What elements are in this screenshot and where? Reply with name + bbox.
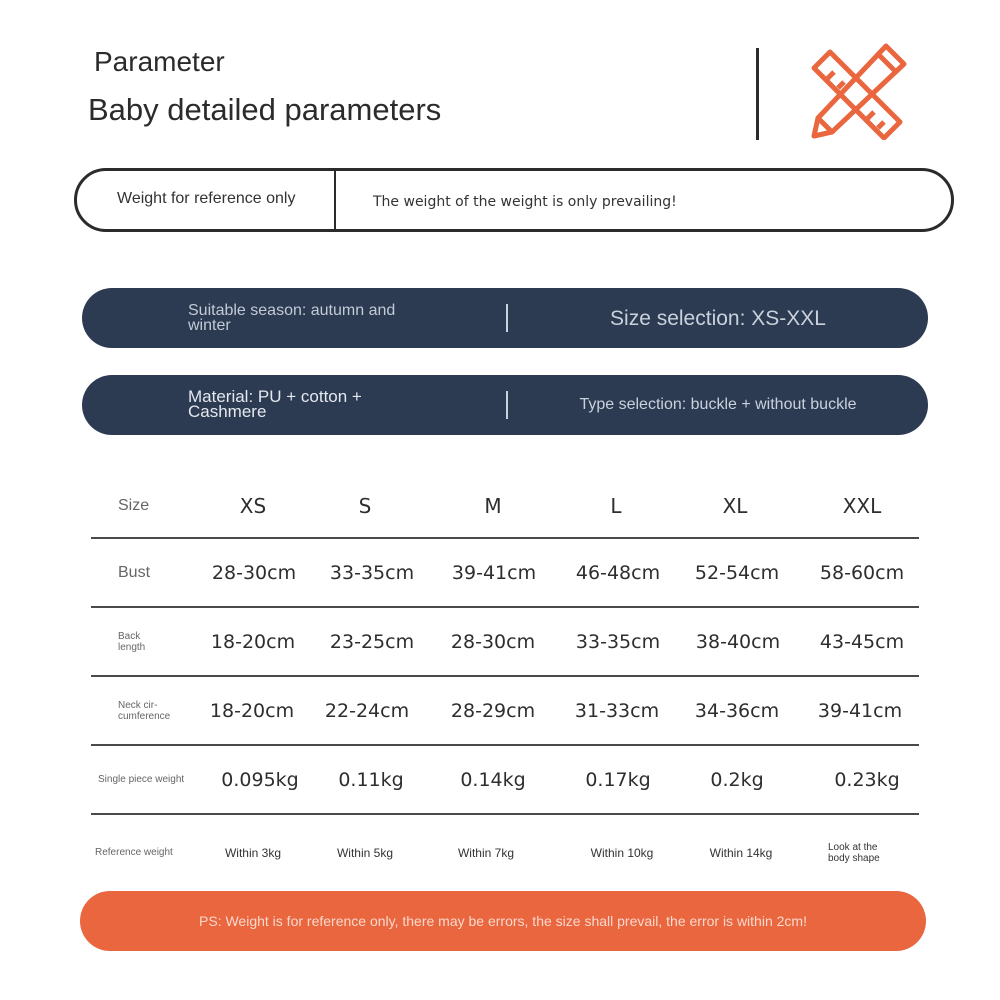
info-pill-material-type: [82, 375, 928, 435]
notice-label: Weight for reference only: [117, 190, 296, 207]
table-cell: 0.11kg: [338, 768, 404, 791]
table-cell: Within 7kg: [457, 845, 515, 860]
table-cell: 22-24cm: [324, 699, 410, 722]
table-header-row: [91, 474, 919, 537]
table-cell: 0.14kg: [460, 768, 526, 791]
page-title: Baby detailed parameters: [88, 92, 442, 127]
header-divider: [756, 48, 759, 140]
table-cell: 33-35cm: [575, 630, 661, 653]
size-header: M: [484, 493, 502, 518]
notice-text: The weight of the weight is only prevailing!: [373, 194, 677, 210]
table-cell: 23-25cm: [329, 630, 415, 653]
size-header: L: [610, 493, 622, 518]
table-cell: 39-41cm: [451, 561, 537, 584]
row-label: Neck cir-cumference: [118, 699, 171, 722]
notice-divider: [334, 171, 336, 229]
table-cell: Within 5kg: [336, 845, 394, 860]
season-info: Suitable season: autumn and winter: [188, 302, 396, 334]
weight-notice: [74, 168, 954, 232]
material-info: Material: PU + cotton + Cashmere: [188, 387, 362, 421]
table-cell: 0.17kg: [585, 768, 651, 791]
table-cell: 28-30cm: [211, 561, 297, 584]
table-cell: 31-33cm: [574, 699, 660, 722]
table-cell: 39-41cm: [817, 699, 903, 722]
table-cell: 33-35cm: [329, 561, 415, 584]
table-cell: 0.2kg: [710, 768, 764, 791]
size-header: XL: [722, 493, 748, 518]
table-cell: 46-48cm: [575, 561, 661, 584]
table-cell: 18-20cm: [210, 630, 296, 653]
size-header: S: [358, 493, 372, 518]
table-cell: Within 10kg: [590, 845, 654, 860]
table-cell: Within 14kg: [709, 845, 773, 860]
size-table: [91, 474, 919, 890]
info-pill-season-size: [82, 288, 928, 348]
table-cell: 52-54cm: [694, 561, 780, 584]
table-cell: 43-45cm: [819, 630, 905, 653]
table-cell: Look at the body shape: [828, 841, 880, 864]
table-cell: 0.23kg: [834, 768, 900, 791]
table-cell: 28-29cm: [450, 699, 536, 722]
table-cell: 0.095kg: [221, 768, 299, 791]
table-cell: 38-40cm: [695, 630, 781, 653]
size-selection-info: Size selection: XS-XXL: [610, 307, 826, 330]
ruler-pencil-icon: [800, 40, 912, 140]
table-cell: 18-20cm: [209, 699, 295, 722]
table-cell: 28-30cm: [450, 630, 536, 653]
size-header: XXL: [842, 493, 882, 518]
table-row: [91, 746, 919, 813]
row-label: Bust: [118, 564, 151, 581]
size-header: XS: [239, 493, 267, 518]
table-row: [91, 677, 919, 744]
table-row: [91, 815, 919, 890]
table-cell: 58-60cm: [819, 561, 905, 584]
ps-note-banner: PS: Weight is for reference only, there may be errors, the size shall prevail, the error is within 2cm!: [80, 891, 926, 951]
row-label: Reference weight: [95, 847, 173, 858]
row-label: Back length: [118, 630, 146, 653]
type-selection-info: Type selection: buckle + without buckle: [579, 396, 857, 413]
table-row: [91, 608, 919, 675]
table-row: [91, 539, 919, 606]
row-label: Single piece weight: [98, 774, 185, 785]
table-cell: Within 3kg: [224, 845, 282, 860]
section-label: Parameter: [94, 46, 225, 77]
table-cell: 34-36cm: [694, 699, 780, 722]
row-label: Size: [118, 497, 150, 514]
